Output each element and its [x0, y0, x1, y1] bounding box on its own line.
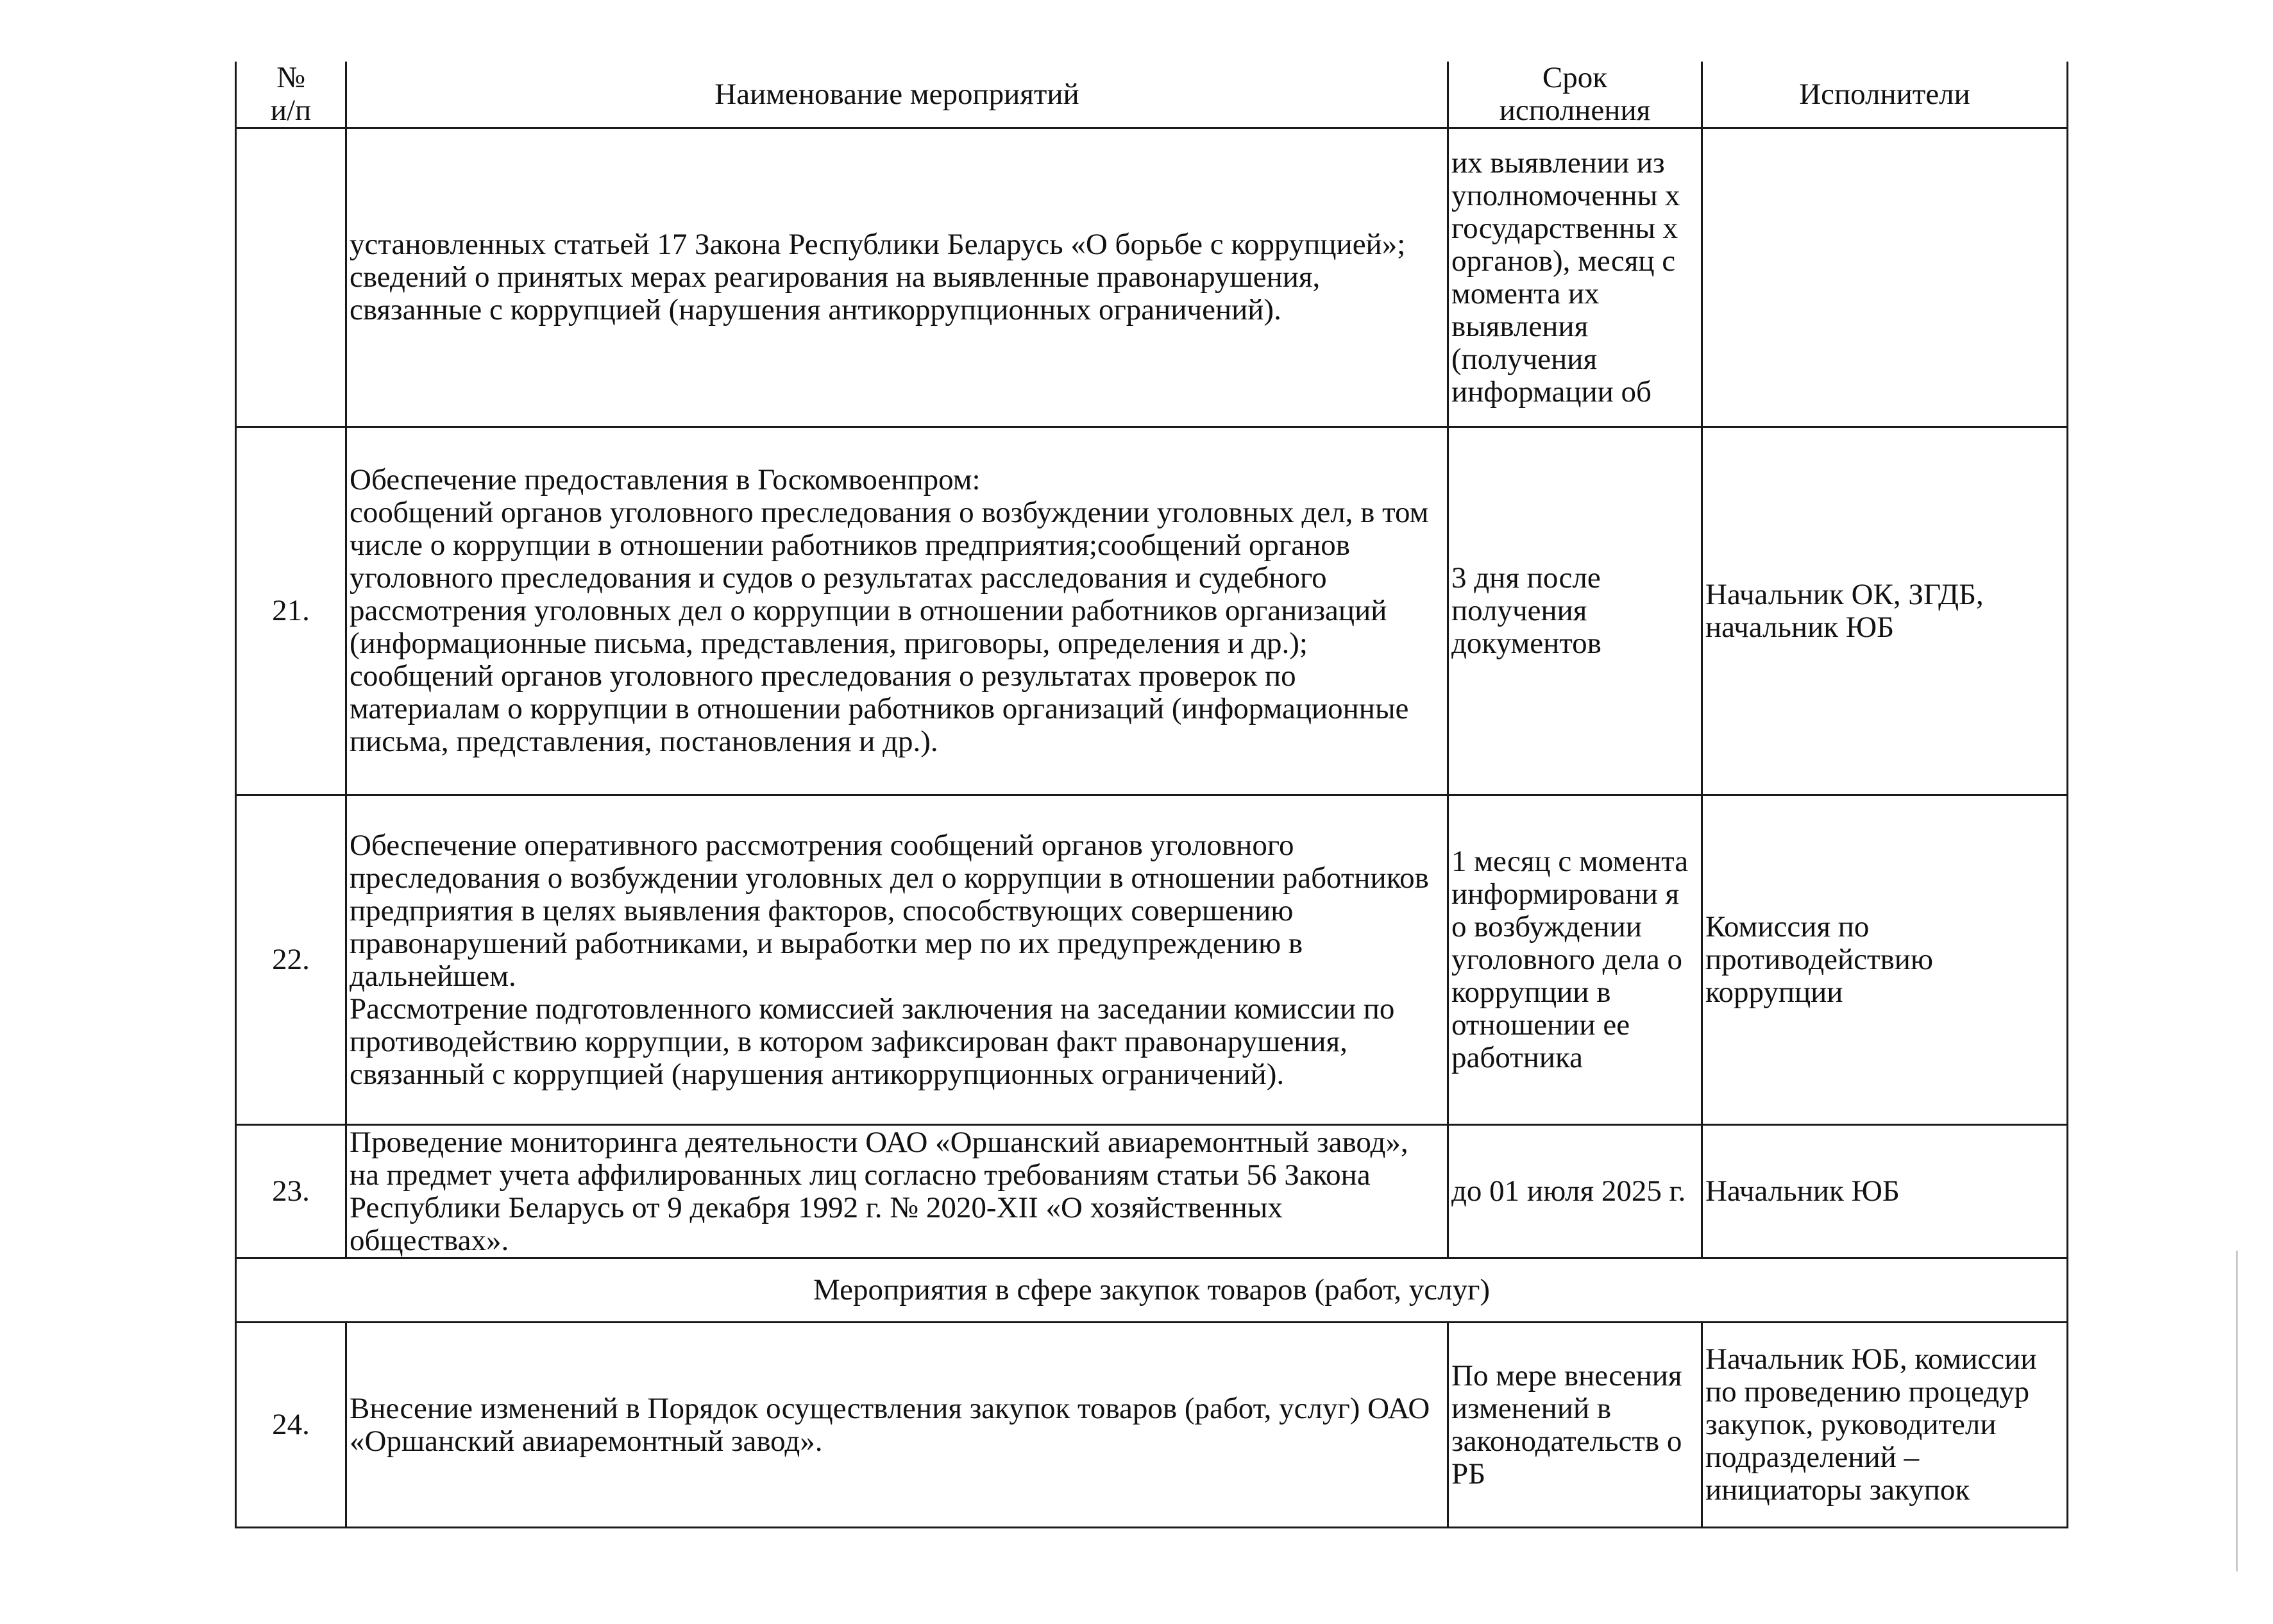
scan-edge-line	[2236, 1251, 2238, 1571]
table-row	[236, 1323, 2068, 1528]
row-period: 1 месяц с момента информировани я о возбуждении уголовного дела о коррупции в отношении ее работника	[1448, 795, 1702, 1125]
row-text: Проведение мониторинга деятельности ОАО «Оршанский авиаремонтный завод», на предмет учета аффилированных лиц согласно требованиям статьи 56 Закона Республики Беларусь от 9 декабря 1992 г. № 2020-XII «О хозяйственных обществах».	[346, 1125, 1448, 1258]
header-name: Наименование мероприятий	[346, 62, 1448, 128]
row-executors	[1702, 128, 2068, 427]
row-period: до 01 июля 2025 г.	[1448, 1125, 1702, 1258]
section-row	[236, 1258, 2068, 1323]
row-text: Обеспечение предоставления в Госкомвоенпром: сообщений органов уголовного преследования о возбуждении уголовных дел, в том числе о коррупции в отношении работников предприятия;сообщений органов уголовного преследования и судов о результатах расследования и судебного рассмотрения уголовных дел о коррупции в отношении работников организаций (информационные письма, представления, приговоры, определения и др.); сообщений органов уголовного преследования о результатах проверок по материалам о коррупции в отношении работников организаций (информационные письма, представления, постановления и др.).	[346, 427, 1448, 795]
table-row	[236, 1125, 2068, 1258]
row-period: 3 дня после получения документов	[1448, 427, 1702, 795]
table-row	[236, 795, 2068, 1125]
table-header-row	[236, 62, 2068, 128]
row-num: 22.	[236, 795, 346, 1125]
row-executors: Начальник ЮБ, комиссии по проведению процедур закупок, руководители подразделений – инициаторы закупок	[1702, 1323, 2068, 1528]
row-num	[236, 128, 346, 427]
header-executors: Исполнители	[1702, 62, 2068, 128]
row-text: Обеспечение оперативного рассмотрения сообщений органов уголовного преследования о возбуждении уголовных дел о коррупции в отношении работников предприятия в целях выявления факторов, способствующих совершению правонарушений работниками, и выработки мер по их предупреждению в дальнейшем. Рассмотрение подготовленного комиссией заключения на заседании комиссии по противодействию коррупции, в котором зафиксирован факт правонарушения, связанный с коррупцией (нарушения антикоррупционных ограничений).	[346, 795, 1448, 1125]
row-executors: Начальник ЮБ	[1702, 1125, 2068, 1258]
row-text: Внесение изменений в Порядок осуществления закупок товаров (работ, услуг) ОАО «Оршанский авиаремонтный завод».	[346, 1323, 1448, 1528]
row-executors: Комиссия по противодействию коррупции	[1702, 795, 2068, 1125]
measures-table	[235, 62, 2068, 1528]
row-period: их выявлении из уполномоченны х государственны х органов), месяц с момента их выявления (получения информации об	[1448, 128, 1702, 427]
row-num: 21.	[236, 427, 346, 795]
row-period: По мере внесения изменений в законодательств о РБ	[1448, 1323, 1702, 1528]
row-text: установленных статьей 17 Закона Республики Беларусь «О борьбе с коррупцией»; сведений о принятых мерах реагирования на выявленные правонарушения, связанные с коррупцией (нарушения антикоррупционных ограничений).	[346, 128, 1448, 427]
table-row	[236, 128, 2068, 427]
row-num: 24.	[236, 1323, 346, 1528]
row-executors: Начальник ОК, ЗГДБ, начальник ЮБ	[1702, 427, 2068, 795]
table-row	[236, 427, 2068, 795]
header-period: Срок исполнения	[1448, 62, 1702, 128]
header-num: № и/п	[236, 62, 346, 128]
row-num: 23.	[236, 1125, 346, 1258]
section-title: Мероприятия в сфере закупок товаров (работ, услуг)	[236, 1258, 2068, 1323]
